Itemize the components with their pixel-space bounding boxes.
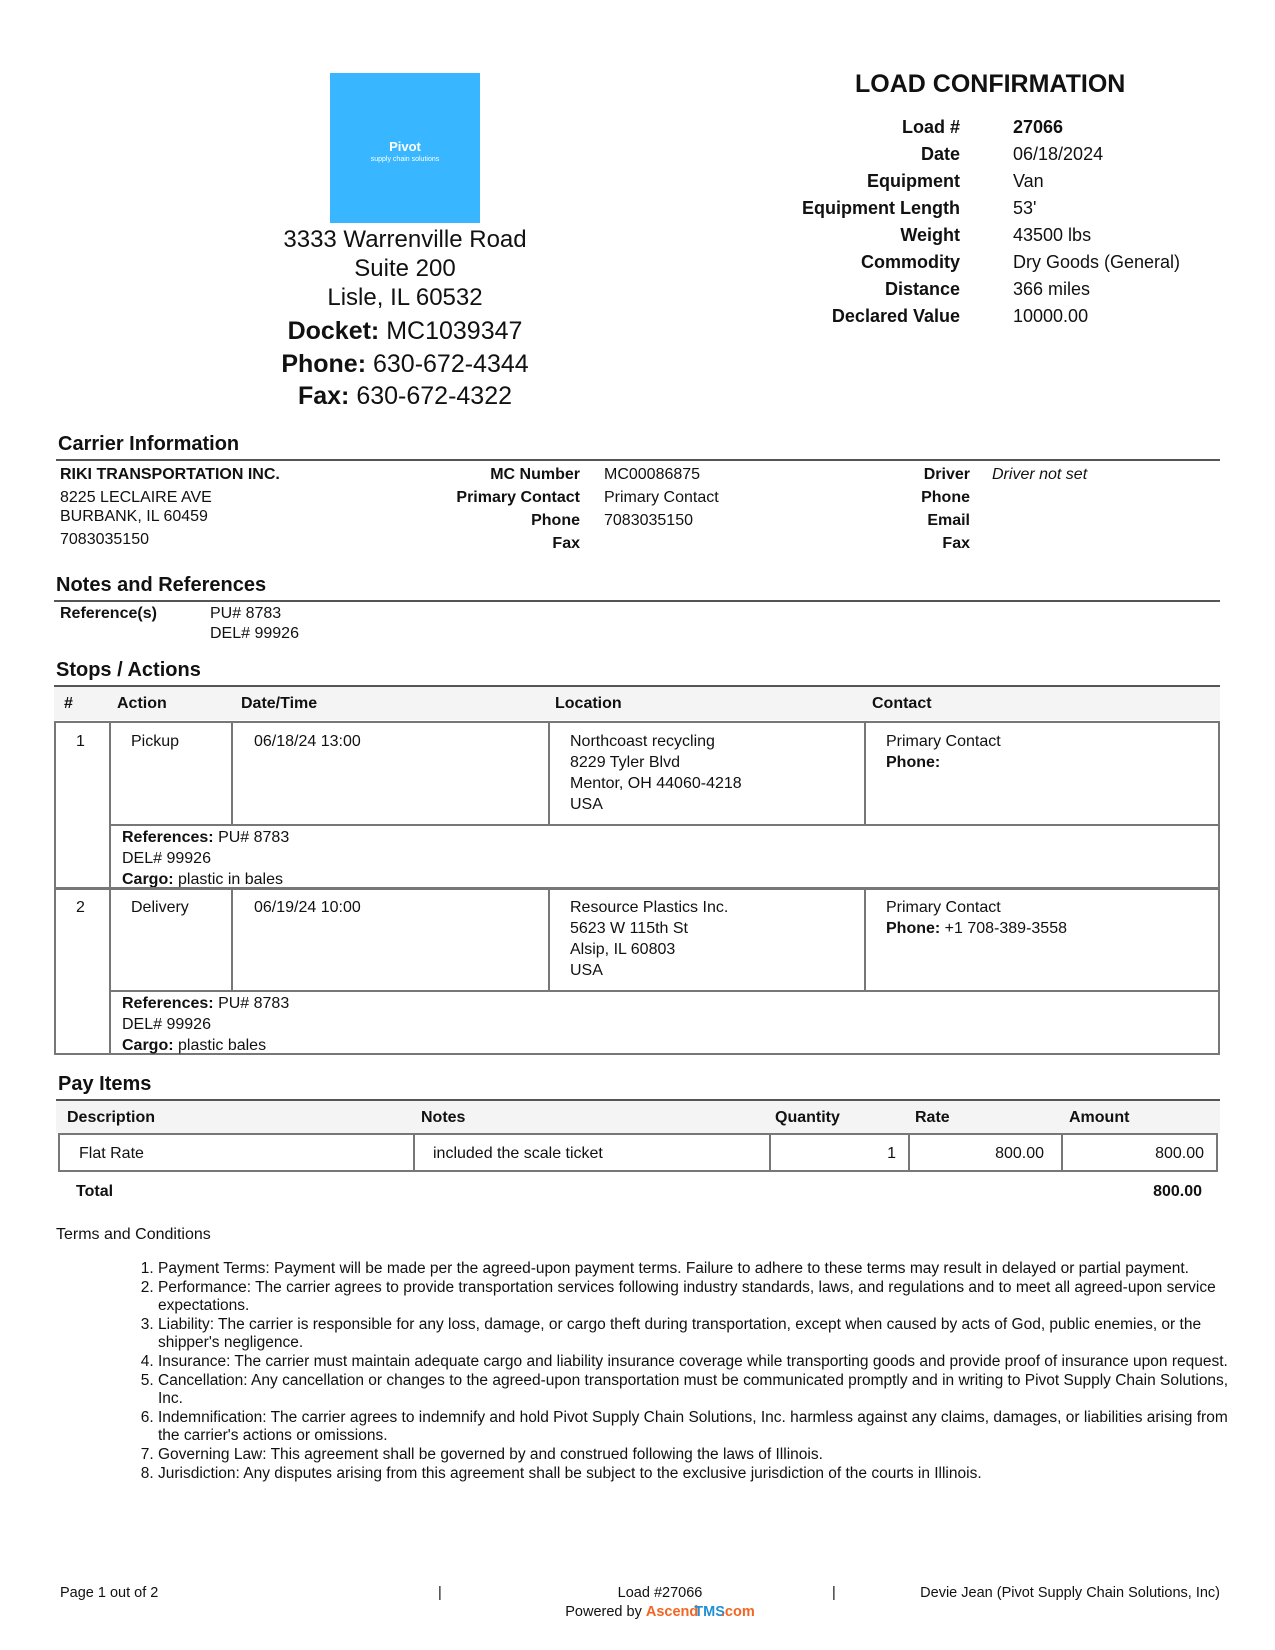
fax-value: 630-672-4322 [356,382,513,410]
load-field-row [700,225,1260,252]
stop-col-divider [109,723,111,888]
stop-contact [886,731,1001,773]
pay-row [58,1133,1218,1172]
terms-item: 8. Jurisdiction: Any disputes arising from this agreement shall be subject to the exclusive jurisdiction of the courts in Illinois. [158,1465,1238,1484]
carrier-heading: Carrier Information [58,433,240,455]
carrier-phone-value: 7083035150 [604,512,693,529]
references-label: Reference(s) [60,605,157,622]
footer-load: Load #27066 [617,1585,703,1601]
docket-label: Docket: [287,317,380,345]
load-field-row [700,198,1260,225]
notes-heading: Notes and References [56,574,267,596]
pay-amount: 800.00 [1155,1145,1204,1162]
notes-divider [54,600,1220,602]
footer-separator: | [832,1585,836,1601]
load-field-label: Distance [884,279,960,299]
company-phone [240,350,570,379]
load-field-row [700,117,1260,144]
load-field-label: Weight [900,225,960,245]
pay-notes: included the scale ticket [433,1145,603,1162]
stops-col-location: Location [555,695,622,712]
footer-user: Devie Jean (Pivot Supply Chain Solutions, Inc) [920,1585,1220,1601]
stop-reference-pu: PU# 8783 [218,829,290,846]
company-docket [240,317,570,346]
company-logo [330,73,480,223]
stop-location [570,897,728,981]
stop-cargo: plastic in bales [178,871,283,888]
stop-reference-del: DEL# 99926 [122,1016,211,1033]
stop-contact [886,897,1067,939]
brand-tms: TMS [694,1604,725,1620]
stop-row-divider [109,824,1218,826]
terms-item: 2. Performance: The carrier agrees to provide transportation services following industry standards, laws, and regulations and to meet all agreed-upon service expectations. [158,1279,1238,1316]
stops-heading: Stops / Actions [56,659,201,681]
stop-row [54,721,1220,890]
terms-list [140,1260,1238,1483]
load-field-row [700,279,1260,306]
contact-name: Primary Contact [886,899,1001,916]
pay-col-description: Description [67,1109,156,1126]
pay-quantity: 1 [887,1145,896,1162]
stop-col-divider [109,889,111,1053]
stops-col-datetime: Date/Time [241,695,318,712]
stop-number: 1 [76,733,85,750]
stop-references-label: References: [122,995,214,1012]
contact-phone: +1 708-389-3558 [944,920,1067,937]
carrier-fax-label: Fax [552,535,580,552]
stop-col-divider [548,723,550,824]
terms-item: 4. Insurance: The carrier must maintain adequate cargo and liability insurance coverage while transporting goods and provide proof of insurance upon request. [158,1353,1238,1372]
stop-reference-del: DEL# 99926 [122,850,211,867]
location-country: USA [570,796,603,813]
stop-col-divider [231,889,233,990]
driver-fax-label: Fax [942,535,970,552]
stop-col-divider [864,889,866,990]
carrier-street: 8225 LECLAIRE AVE [60,489,212,506]
stop-row-divider [109,990,1218,992]
load-field-label: Load # [901,117,960,137]
load-field-value: 43500 lbs [1013,225,1092,245]
terms-item: 3. Liability: The carrier is responsible for any loss, damage, or cargo theft during transportation, except when caused by acts of God, public enemies, or the shipper's negligence. [158,1316,1238,1353]
carrier-phone: 7083035150 [60,531,149,548]
driver-value: Driver not set [992,466,1088,483]
stops-col-number: # [64,695,73,712]
load-field-row [700,252,1260,279]
contact-name: Primary Contact [886,733,1001,750]
fax-label: Fax: [297,382,350,410]
logo-text: Pivot [389,139,421,154]
pay-col-divider [413,1135,415,1170]
company-address-line2: Suite 200 [354,255,456,282]
pay-description: Flat Rate [79,1145,144,1162]
load-field-row [700,306,1260,333]
stop-action: Delivery [131,899,189,916]
load-confirmation-title: LOAD CONFIRMATION [855,70,1126,98]
driver-email-label: Email [927,512,970,529]
company-address-line1: 3333 Warrenville Road [283,226,527,253]
location-city: Mentor, OH 44060-4218 [570,775,742,792]
stops-header-row [54,687,1220,720]
carrier-name: RIKI TRANSPORTATION INC. [60,466,280,483]
stop-cargo-label: Cargo: [122,1037,174,1054]
terms-item: 1. Payment Terms: Payment will be made per the agreed-upon payment terms. Failure to adhere to these terms may result in delayed or partial payment. [158,1260,1238,1279]
stop-col-divider [548,889,550,990]
footer-page: Page 1 out of 2 [60,1585,159,1601]
phone-label: Phone: [281,350,367,378]
stop-action: Pickup [131,733,180,750]
stops-col-action: Action [117,695,167,712]
stop-datetime: 06/19/24 10:00 [254,899,361,916]
company-address-line3: Lisle, IL 60532 [327,284,483,311]
load-field-label: Equipment Length [802,198,960,218]
pay-col-quantity: Quantity [775,1109,840,1126]
load-field-value: Van [1013,171,1044,191]
pay-col-notes: Notes [421,1109,466,1126]
footer-separator: | [438,1585,442,1601]
pay-col-amount: Amount [1069,1109,1130,1126]
location-name: Northcoast recycling [570,733,715,750]
load-field-label: Date [920,144,960,164]
carrier-divider [56,459,1220,461]
load-field-row [700,144,1260,171]
stop-references-label: References: [122,829,214,846]
mc-number-value: MC00086875 [604,466,701,483]
contact-phone-label: Phone: [886,754,941,771]
footer-powered-by [460,1604,860,1620]
pay-heading: Pay Items [58,1073,152,1095]
stop-datetime: 06/18/24 13:00 [254,733,361,750]
contact-phone-label: Phone: [886,920,941,937]
terms-item: 7. Governing Law: This agreement shall be governed by and construed following the laws of Illinois. [158,1446,1238,1465]
docket-value: MC1039347 [386,317,523,345]
location-city: Alsip, IL 60803 [570,941,676,958]
stop-location [570,731,742,815]
location-street: 8229 Tyler Blvd [570,754,680,771]
brand-ascend: Ascend [645,1604,699,1620]
stop-references [122,827,289,890]
primary-contact-value: Primary Contact [604,489,719,506]
stop-references [122,993,289,1056]
stop-col-divider [864,723,866,824]
pay-header-row [56,1101,1220,1133]
stop-row [54,887,1220,1055]
reference-del: DEL# 99926 [210,625,299,642]
load-field-label: Equipment [867,171,960,191]
pay-rate: 800.00 [995,1145,1044,1162]
load-field-label: Declared Value [831,306,960,326]
location-street: 5623 W 115th St [570,920,688,937]
stop-number: 2 [76,899,85,916]
load-field-row [700,171,1260,198]
load-field-value: 10000.00 [1013,306,1089,326]
mc-number-label: MC Number [490,466,580,483]
stop-reference-pu: PU# 8783 [218,995,290,1012]
phone-value: 630-672-4344 [372,350,529,378]
driver-phone-label: Phone [921,489,970,506]
terms-item: 5. Cancellation: Any cancellation or changes to the agreed-upon transportation must be communicated promptly and in writing to Pivot Supply Chain Solutions, Inc. [158,1372,1238,1409]
stop-col-divider [231,723,233,824]
load-field-value: 06/18/2024 [1013,144,1104,164]
stop-cargo-label: Cargo: [122,871,174,888]
load-field-value: Dry Goods (General) [1013,252,1181,272]
terms-item: 6. Indemnification: The carrier agrees to indemnify and hold Pivot Supply Chain Solutions, Inc. harmless against any claims, damages, or liabilities arising from the carrier's actions or omissions. [158,1409,1238,1446]
location-name: Resource Plastics Inc. [570,899,729,916]
terms-heading: Terms and Conditions [56,1226,211,1243]
load-field-value: 27066 [1013,117,1064,137]
primary-contact-label: Primary Contact [456,489,580,506]
reference-pu: PU# 8783 [210,605,282,622]
location-country: USA [570,962,603,979]
load-field-value: 53' [1013,198,1037,218]
logo-subtext: supply chain solutions [370,156,440,163]
stop-cargo: plastic bales [178,1037,267,1054]
powered-by-label: Powered by [565,1604,642,1620]
pay-col-rate: Rate [915,1109,950,1126]
company-fax [240,382,570,411]
pay-total: 800.00 [1153,1183,1202,1200]
pay-total-label: Total [76,1183,114,1200]
driver-label: Driver [923,466,970,483]
stops-col-contact: Contact [872,695,932,712]
carrier-city: BURBANK, IL 60459 [60,508,208,525]
load-field-value: 366 miles [1013,279,1091,299]
brand-com: .com [720,1604,755,1620]
carrier-phone-label: Phone [531,512,580,529]
load-field-label: Commodity [861,252,960,272]
